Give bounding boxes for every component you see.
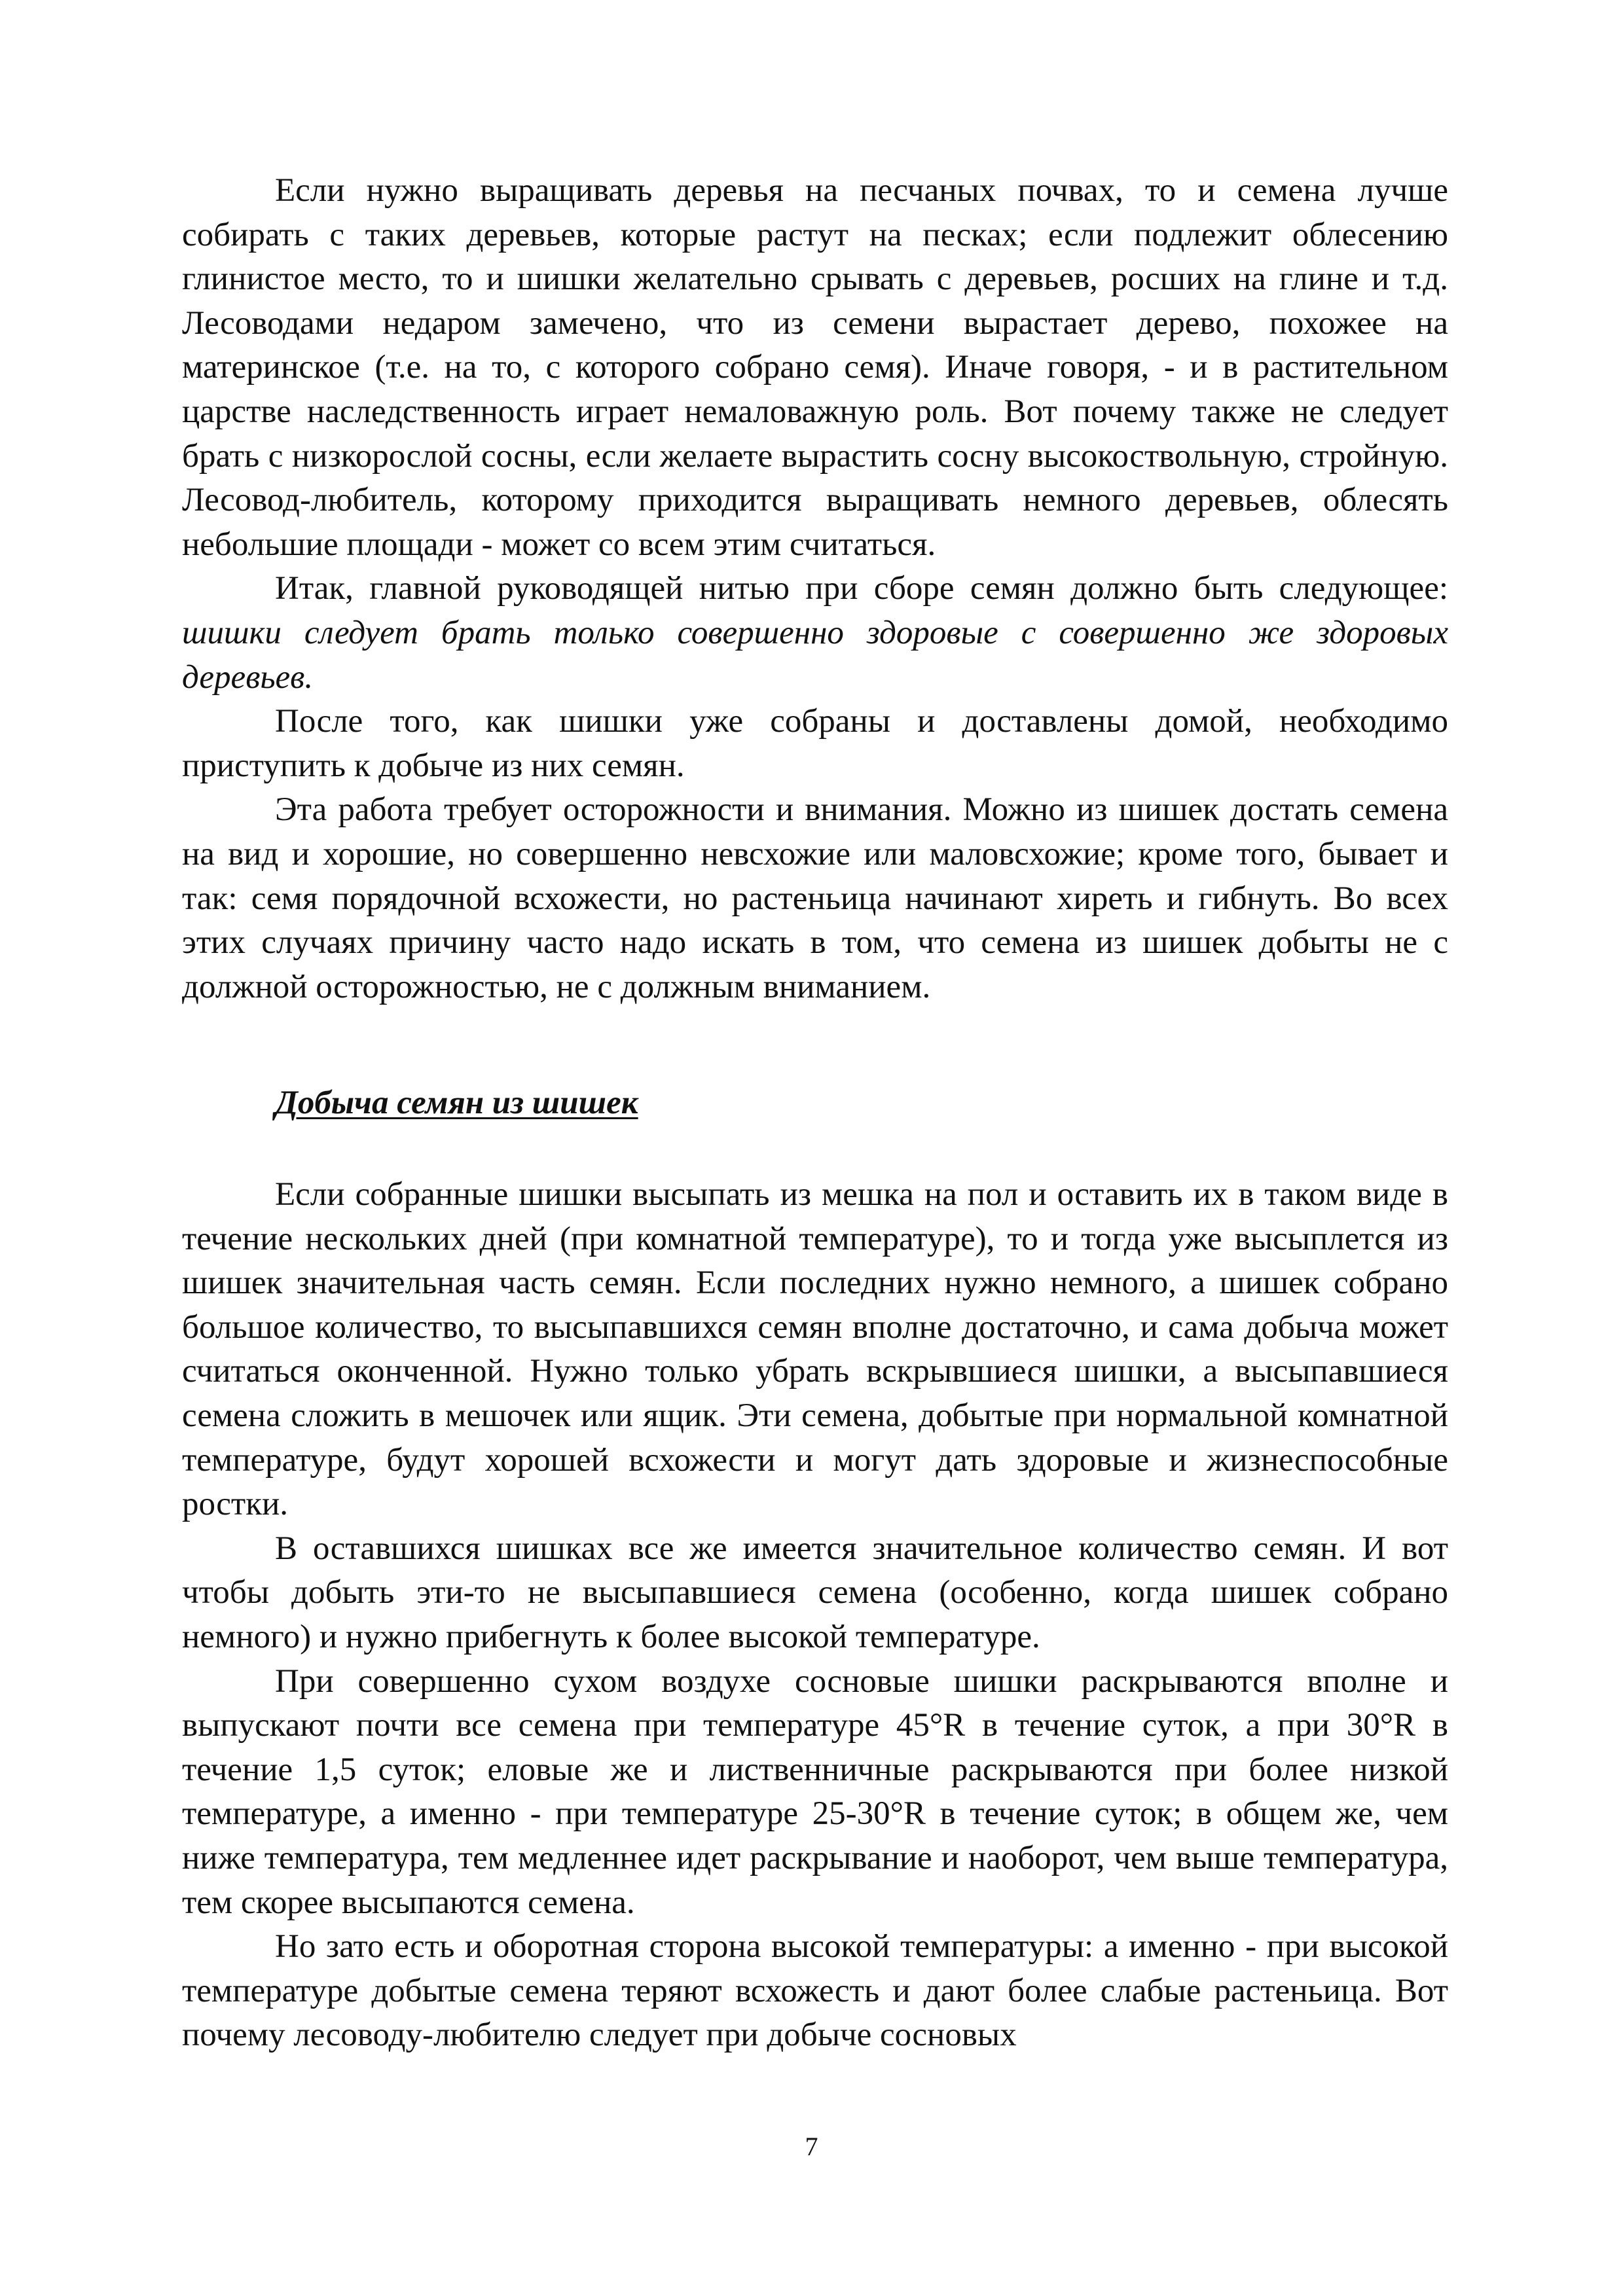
paragraph-remaining-seeds: В оставшихся шишках все же имеется значительное количество семян. И вот чтобы добыть эти-то не высыпавшиеся семена (особенно, когда шишек собрано немного) и нужно прибегнуть к более высокой температуре. (182, 1530, 1448, 1655)
section-heading: Добыча семян из шишек (275, 1085, 638, 1121)
paragraph-temperatures: При совершенно сухом воздухе сосновые шишки раскрываются вполне и выпускают почти все семена при температуре 45°R в течение суток, а при 30°R в течение 1,5 суток; еловые же и лиственничные раскрываются при более низкой температуре, а именно - при температуре 25-30°R в течение суток; в общем же, чем ниже температура, тем медленнее идет раскрывание и наоборот, чем выше температура, тем скорее высыпаются семена. (182, 1662, 1448, 1921)
paragraph-after-collection: После того, как шишки уже собраны и доставлены домой, необходимо приступить к добыче из них семян. (182, 703, 1448, 784)
paragraph-high-temperature-downside: Но зато есть и оборотная сторона высокой температуры: а именно - при высокой температуре добытые семена теряют всхожесть и дают более слабые растеньица. Вот почему лесоводу-любителю следует при добыче сосновых (182, 1928, 1448, 2054)
page-number: 7 (805, 2132, 818, 2161)
paragraph-careful-work: Эта работа требует осторожности и внимания. Можно из шишек достать семена на вид и хорошие, но совершенно невсхожие или маловсхожие; кроме того, бывает и так: семя порядочной всхожести, но растеньица начинают хиреть и гибнуть. Во всех этих случаях причину часто надо искать в том, что семена из шишек добыты не с должной осторожностью, не с должным вниманием. (182, 791, 1448, 1005)
text-block-top (182, 169, 1448, 1009)
paragraph-main-principle-lead: Итак, главной руководящей нитью при сборе семян должно быть следующее: (275, 570, 1448, 607)
paragraph-room-temperature: Если собранные шишки высыпать из мешка на пол и оставить их в таком виде в течение нескольких дней (при комнатной температуре), то и тогда уже высыплется из шишек значительная часть семян. Если последних нужно немного, а шишек собрано большое количество, то высыпавшихся семян вполне достаточно, и сама добыча может считаться оконченной. Нужно только убрать вскрывшиеся шишки, а высыпавшиеся семена сложить в мешочек или ящик. Эти семена, добытые при нормальной комнатной температуре, будут хорошей всхожести и могут дать здоровые и жизнеспособные ростки. (182, 1176, 1448, 1523)
paragraph-main-principle (182, 567, 1448, 700)
text-block-bottom (182, 1173, 1448, 2058)
paragraph-seed-source: Если нужно выращивать деревья на песчаных почвах, то и семена лучше собирать с таких деревьев, которые растут на песках; если подлежит облесению глинистое место, то и шишки желательно срывать с деревьев, росших на глине и т.д. Лесоводами недаром замечено, что из семени вырастает дерево, похожее на материнское (т.е. на то, с которого собрано семя). Иначе говоря, - и в растительном царстве наследственность играет немаловажную роль. Вот почему также не следует брать с низкорослой сосны, если желаете вырастить сосну высокоствольную, стройную. Лесовод-любитель, которому приходится выращивать немного деревьев, облесять небольшие площади - может со всем этим считаться. (182, 172, 1448, 563)
paragraph-main-principle-emphasis: шишки следует брать только совершенно здоровые с совершенно же здоровых деревьев. (182, 614, 1448, 696)
